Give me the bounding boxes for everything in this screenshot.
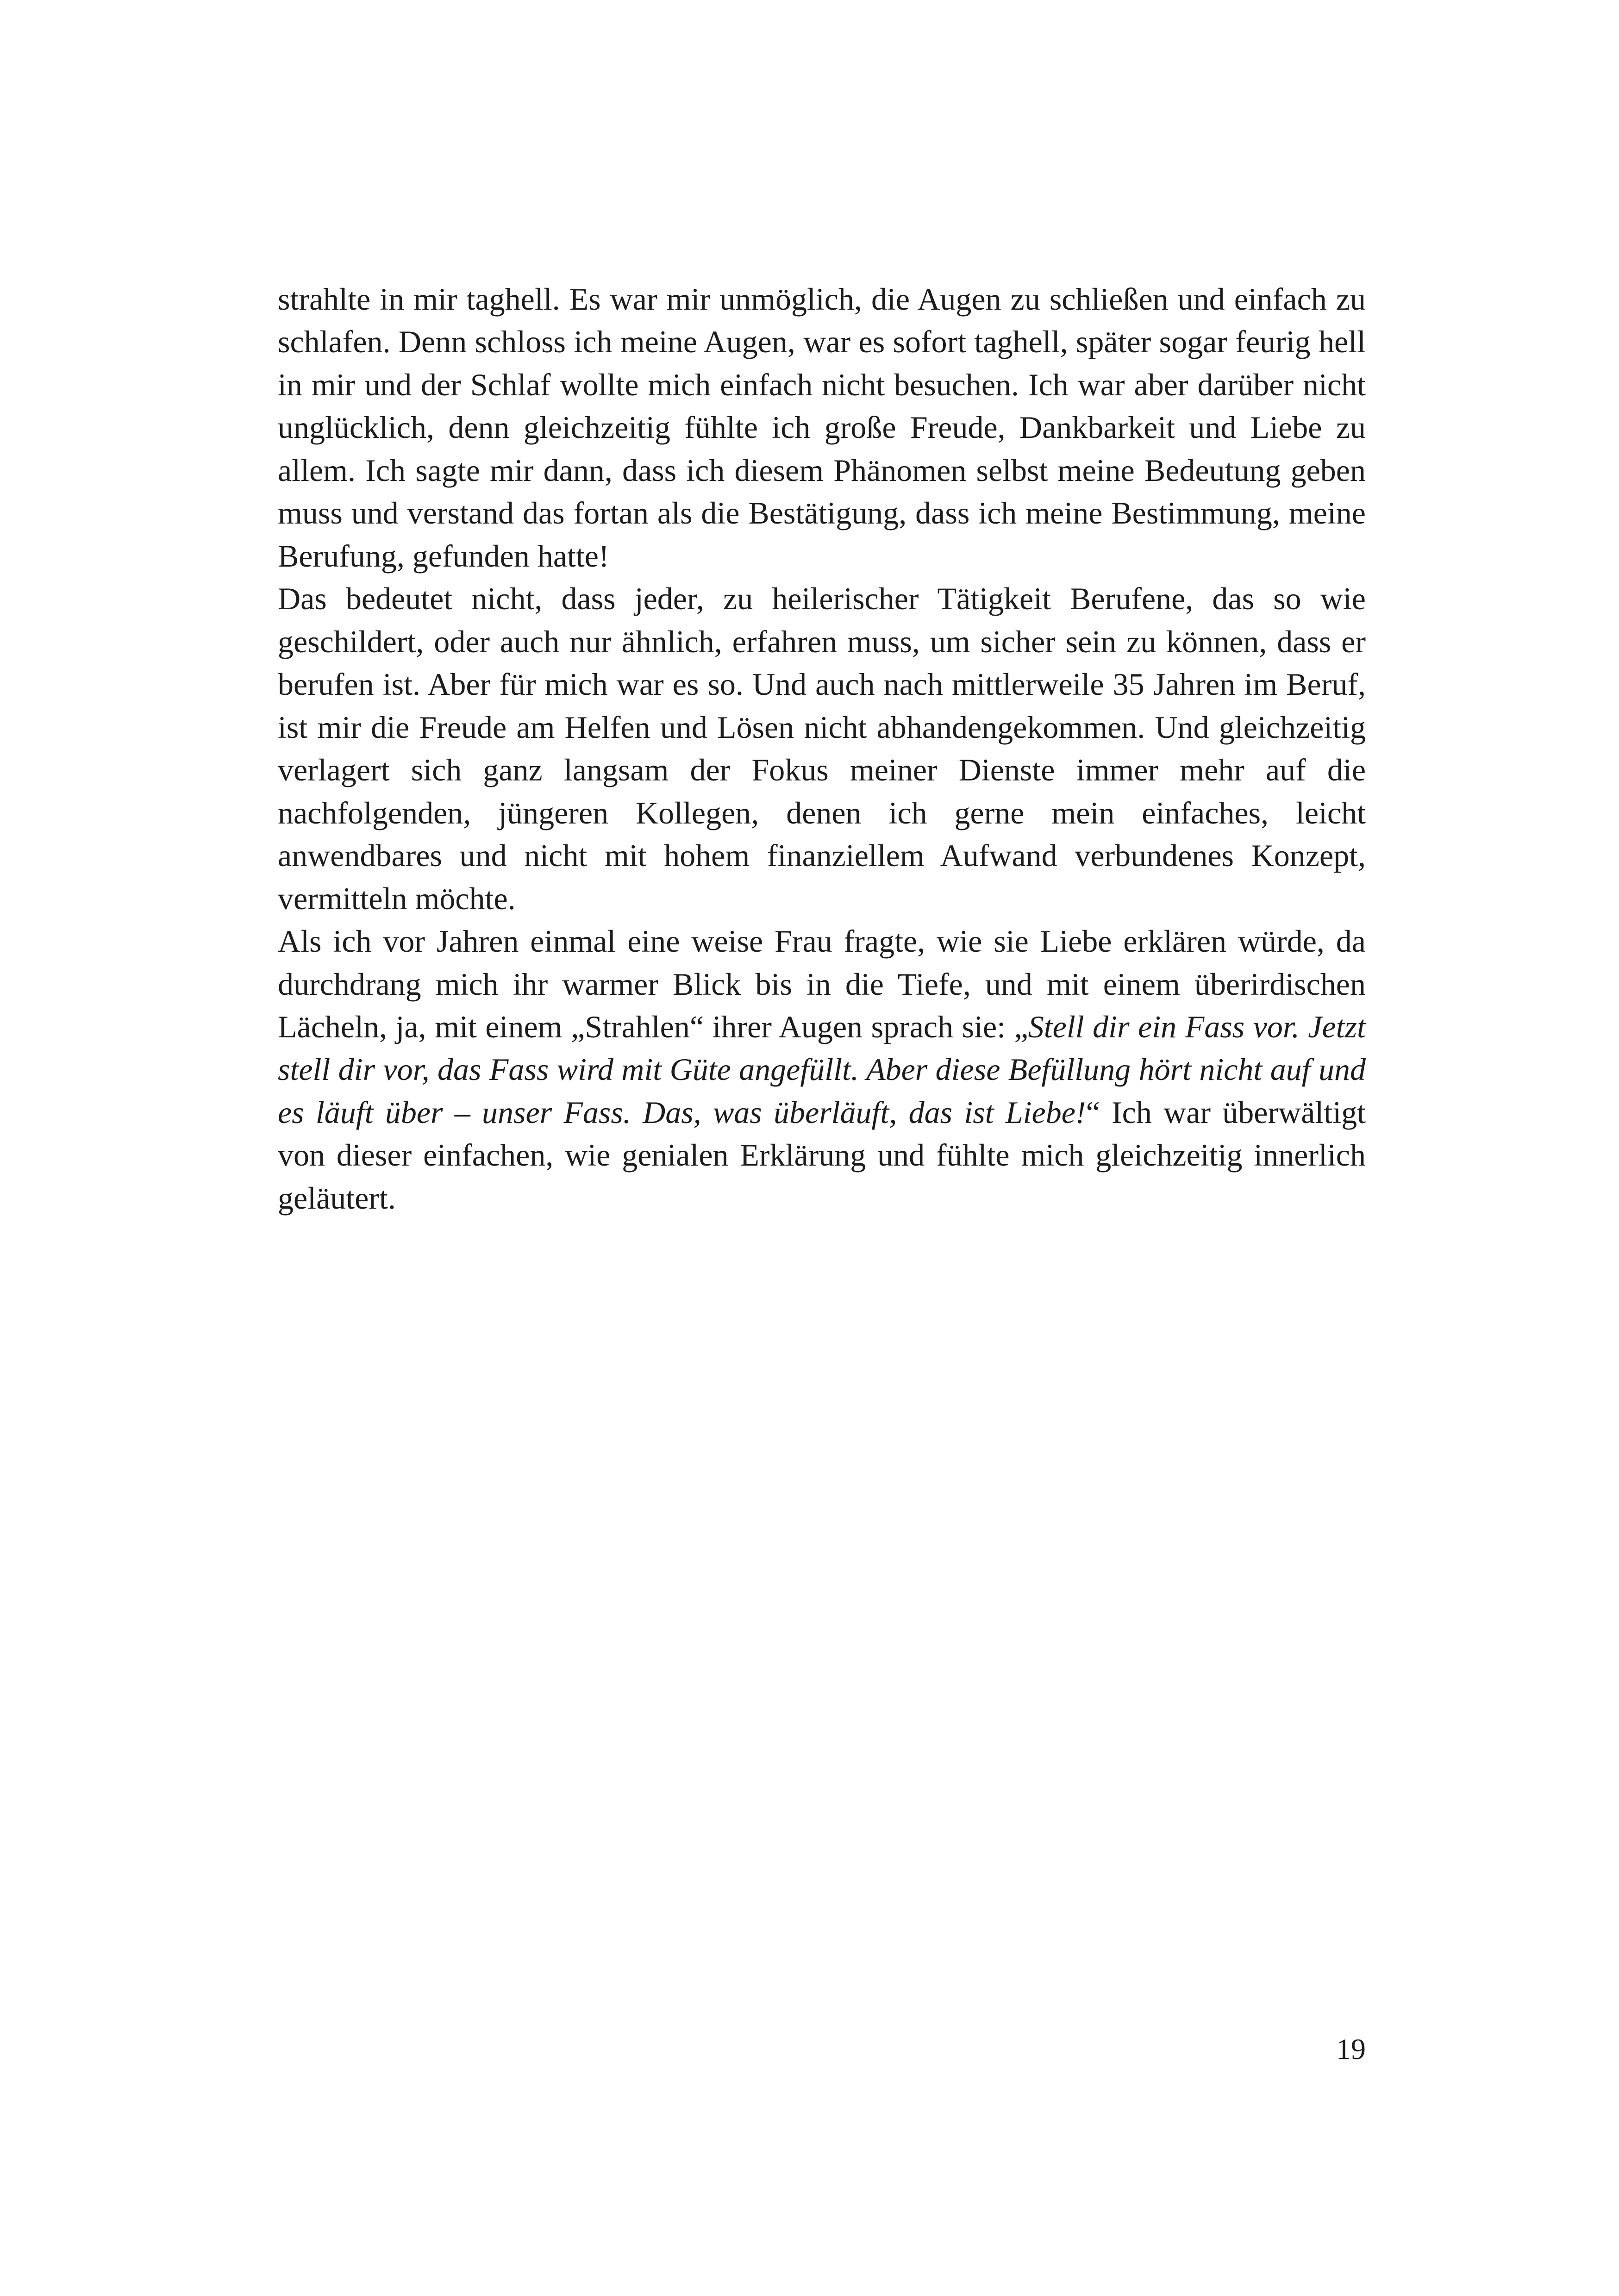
paragraph-run-normal: Als ich vor Jahren einmal eine weise Frau fragte, wie sie Liebe erklären würde, da durchdrang mich ihr warmer Blick bis in die Tiefe, und mit einem überirdischen Lächeln, ja, mit einem „Strahlen“ ihrer Augen sprach sie: „	[278, 923, 1366, 1044]
body-text-block	[278, 278, 1366, 1219]
body-paragraph: Das bedeutet nicht, dass jeder, zu heilerischer Tätigkeit Berufene, das so wie geschildert, oder auch nur ähnlich, erfahren muss, um sicher sein zu können, dass er berufen ist. Aber für mich war es so. Und auch nach mittlerweile 35 Jahren im Beruf, ist mir die Freude am Helfen und Lösen nicht abhandengekommen. Und gleichzeitig verlagert sich ganz langsam der Fokus meiner Dienste immer mehr auf die nachfolgenden, jüngeren Kollegen, denen ich gerne mein einfaches, leicht anwendbares und nicht mit hohem finanziellem Aufwand verbundenes Konzept, vermitteln möchte.	[278, 581, 1366, 916]
body-paragraph	[278, 920, 1366, 1219]
paragraph-run-italic-quote: Stell dir ein Fass vor. Jetzt stell dir vor, das Fass wird mit Güte angefüllt. Aber diese Befüllung hört nicht auf und es läuft über – unser Fass. Das, was überläuft, das ist Liebe!	[278, 1009, 1366, 1130]
page-number: 19	[1336, 2033, 1366, 2065]
paragraph-run-normal: “ Ich war überwältigt von dieser einfachen, wie genialen Erklärung und fühlte mich gleichzeitig innerlich geläutert.	[278, 1094, 1366, 1216]
body-paragraph: strahlte in mir taghell. Es war mir unmöglich, die Augen zu schließen und einfach zu schlafen. Denn schloss ich meine Augen, war es sofort taghell, später sogar feurig hell in mir und der Schlaf wollte mich einfach nicht besuchen. Ich war aber darüber nicht unglücklich, denn gleichzeitig fühlte ich große Freude, Dankbarkeit und Liebe zu allem. Ich sagte mir dann, dass ich diesem Phänomen selbst meine Bedeutung geben muss und verstand das fortan als die Bestätigung, dass ich meine Bestimmung, meine Berufung, gefunden hatte!	[278, 281, 1366, 574]
